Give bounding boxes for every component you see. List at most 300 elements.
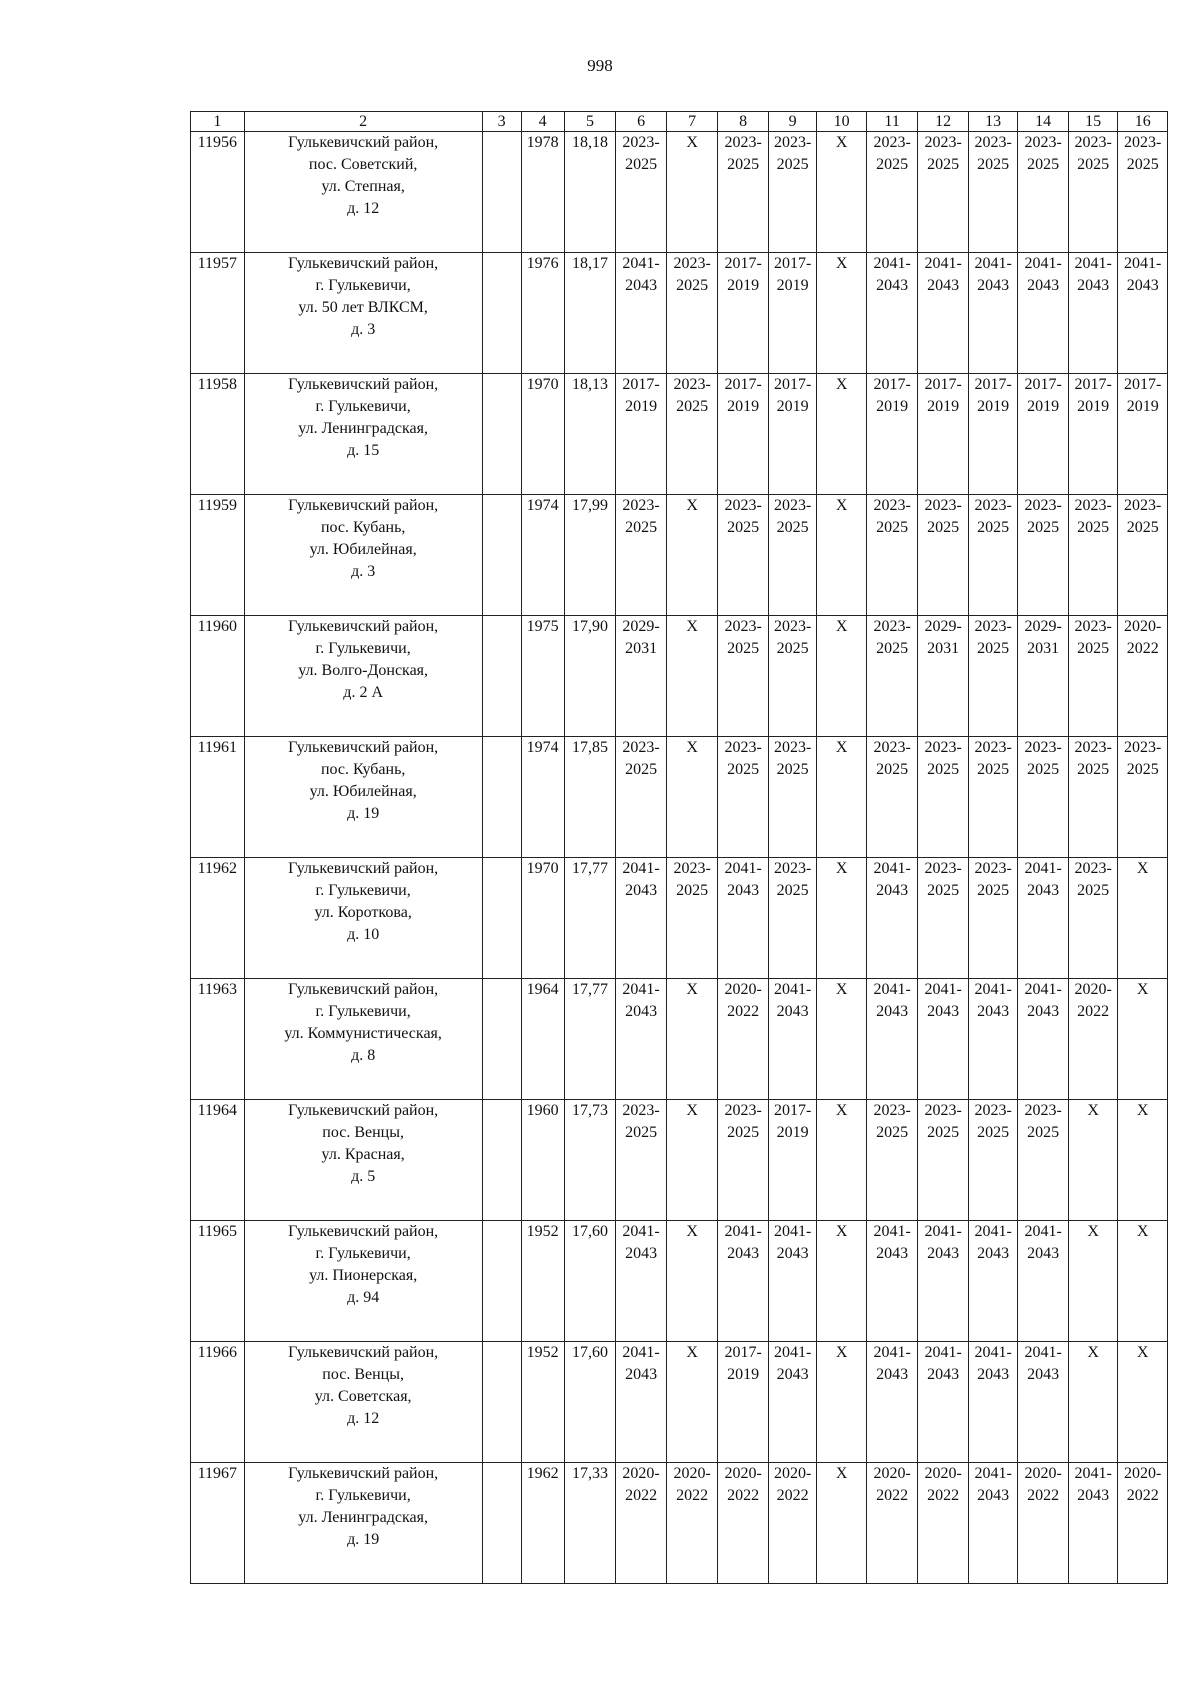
period-text: 2025 bbox=[1077, 882, 1110, 899]
row-number: 11959 bbox=[191, 495, 245, 616]
period-text: 2020- bbox=[773, 1465, 812, 1482]
period-text: 2025 bbox=[1077, 761, 1110, 778]
year-cell: 1964 bbox=[521, 979, 564, 1100]
address-line: ул. Советская, bbox=[314, 1388, 412, 1405]
period-text: 2022 bbox=[727, 1487, 760, 1504]
period-text: X bbox=[835, 255, 848, 272]
period-cell bbox=[1118, 737, 1168, 858]
empty-cell bbox=[482, 253, 521, 374]
period-text: 2023- bbox=[974, 618, 1012, 635]
table-row bbox=[191, 1221, 1168, 1342]
period-text: 2023- bbox=[974, 739, 1012, 756]
period-text: 2022 bbox=[625, 1487, 658, 1504]
period-cell bbox=[1068, 374, 1117, 495]
period-cell bbox=[866, 132, 918, 253]
period-text: 2043 bbox=[625, 1245, 658, 1262]
period-text: 2017- bbox=[724, 1344, 762, 1361]
period-cell bbox=[666, 616, 718, 737]
period-cell bbox=[918, 737, 969, 858]
period-text: 2020- bbox=[924, 1465, 962, 1482]
column-header: 10 bbox=[817, 112, 866, 132]
period-text: 2022 bbox=[876, 1487, 909, 1504]
address-line: ул. Юбилейная, bbox=[309, 541, 417, 558]
period-text: 2023- bbox=[924, 134, 962, 151]
year-cell: 1952 bbox=[521, 1342, 564, 1463]
period-text: 2025 bbox=[625, 761, 658, 778]
period-text: 2043 bbox=[776, 1366, 809, 1383]
period-text: 2025 bbox=[776, 761, 809, 778]
period-cell bbox=[666, 858, 718, 979]
empty-cell bbox=[482, 1342, 521, 1463]
period-cell bbox=[968, 1342, 1017, 1463]
period-text: 2019 bbox=[727, 277, 760, 294]
period-cell bbox=[768, 616, 816, 737]
period-text: 2020- bbox=[1124, 1465, 1162, 1482]
table-header bbox=[191, 112, 1168, 132]
period-cell bbox=[1068, 858, 1117, 979]
period-text: 2023- bbox=[724, 497, 762, 514]
period-text: 2043 bbox=[927, 1003, 960, 1020]
period-text: 2023- bbox=[724, 1102, 762, 1119]
year-cell: 1978 bbox=[521, 132, 564, 253]
period-text: 2043 bbox=[625, 277, 658, 294]
period-text: 2023- bbox=[974, 860, 1012, 877]
period-cell bbox=[968, 737, 1017, 858]
address-line: Гулькевичский район, bbox=[288, 1102, 439, 1119]
period-text: 2025 bbox=[1077, 640, 1110, 657]
period-text: 2025 bbox=[1077, 519, 1110, 536]
period-text: 2025 bbox=[876, 519, 909, 536]
period-cell bbox=[666, 1463, 718, 1584]
period-cell bbox=[1118, 979, 1168, 1100]
period-text: 2019 bbox=[1077, 398, 1110, 415]
period-cell bbox=[718, 1221, 769, 1342]
period-cell bbox=[1118, 495, 1168, 616]
period-text: X bbox=[835, 981, 848, 998]
period-cell bbox=[666, 132, 718, 253]
period-cell bbox=[918, 1463, 969, 1584]
period-text: 2023- bbox=[773, 618, 812, 635]
table-row bbox=[191, 1342, 1168, 1463]
period-text: X bbox=[686, 497, 698, 514]
period-cell bbox=[1118, 1342, 1168, 1463]
period-cell bbox=[1018, 737, 1069, 858]
period-cell bbox=[866, 374, 918, 495]
address-line: ул. Степная, bbox=[321, 178, 405, 195]
period-text: X bbox=[686, 739, 698, 756]
address-line: г. Гулькевичи, bbox=[315, 640, 411, 657]
period-text: 2020- bbox=[673, 1465, 711, 1482]
period-cell bbox=[817, 495, 866, 616]
period-text: 2017- bbox=[773, 255, 812, 272]
period-cell bbox=[616, 253, 667, 374]
period-text: 2025 bbox=[927, 156, 960, 173]
empty-cell bbox=[482, 616, 521, 737]
period-text: 2041- bbox=[773, 1344, 812, 1361]
period-text: 2025 bbox=[1027, 761, 1060, 778]
column-header: 1 bbox=[191, 112, 245, 132]
address-cell bbox=[244, 1463, 482, 1584]
period-cell bbox=[1118, 253, 1168, 374]
period-cell bbox=[1068, 1463, 1117, 1584]
period-text: 2022 bbox=[676, 1487, 709, 1504]
row-number: 11964 bbox=[191, 1100, 245, 1221]
period-text: 2023- bbox=[873, 1102, 911, 1119]
period-cell bbox=[866, 1463, 918, 1584]
period-text: 2020- bbox=[873, 1465, 911, 1482]
period-text: 2020- bbox=[1124, 618, 1162, 635]
period-text: 2023- bbox=[924, 739, 962, 756]
period-cell bbox=[1118, 374, 1168, 495]
value-cell: 18,13 bbox=[564, 374, 616, 495]
period-text: 2017- bbox=[873, 376, 911, 393]
period-text: 2023- bbox=[773, 134, 812, 151]
period-text: 2041- bbox=[873, 981, 911, 998]
period-text: 2022 bbox=[927, 1487, 960, 1504]
row-number: 11963 bbox=[191, 979, 245, 1100]
period-text: 2043 bbox=[1027, 1245, 1060, 1262]
year-cell: 1975 bbox=[521, 616, 564, 737]
period-text: 2023- bbox=[773, 739, 812, 756]
period-text: 2023- bbox=[1074, 497, 1112, 514]
period-text: X bbox=[835, 860, 848, 877]
period-cell bbox=[817, 1100, 866, 1221]
year-cell: 1960 bbox=[521, 1100, 564, 1221]
period-text: 2023- bbox=[1074, 860, 1112, 877]
period-text: 2041- bbox=[873, 1344, 911, 1361]
period-text: 2025 bbox=[927, 519, 960, 536]
period-text: 2019 bbox=[876, 398, 909, 415]
period-text: 2043 bbox=[1027, 277, 1060, 294]
period-text: 2025 bbox=[776, 882, 809, 899]
address-line: ул. Волго-Донская, bbox=[298, 662, 429, 679]
period-cell bbox=[817, 1463, 866, 1584]
period-cell bbox=[1018, 132, 1069, 253]
column-header: 9 bbox=[768, 112, 816, 132]
period-text: X bbox=[835, 1102, 848, 1119]
address-cell bbox=[244, 374, 482, 495]
table-row bbox=[191, 616, 1168, 737]
year-cell: 1952 bbox=[521, 1221, 564, 1342]
period-text: 2019 bbox=[625, 398, 658, 415]
period-text: 2023- bbox=[773, 860, 812, 877]
period-text: 2025 bbox=[1027, 1124, 1060, 1141]
column-header: 12 bbox=[918, 112, 969, 132]
period-text: 2023- bbox=[622, 1102, 660, 1119]
address-line: Гулькевичский район, bbox=[288, 1344, 439, 1361]
period-cell bbox=[1068, 979, 1117, 1100]
period-text: 2041- bbox=[622, 255, 660, 272]
period-cell bbox=[918, 495, 969, 616]
period-text: X bbox=[1087, 1344, 1099, 1361]
year-cell: 1976 bbox=[521, 253, 564, 374]
period-cell bbox=[968, 858, 1017, 979]
period-cell bbox=[968, 374, 1017, 495]
column-header: 16 bbox=[1118, 112, 1168, 132]
period-cell bbox=[817, 858, 866, 979]
period-cell bbox=[718, 979, 769, 1100]
period-cell bbox=[1068, 1100, 1117, 1221]
period-text: 2025 bbox=[927, 882, 960, 899]
table-row bbox=[191, 374, 1168, 495]
period-text: 2019 bbox=[1126, 398, 1159, 415]
period-text: 2022 bbox=[1126, 1487, 1159, 1504]
period-text: 2031 bbox=[927, 640, 960, 657]
period-cell bbox=[866, 737, 918, 858]
period-text: 2041- bbox=[1024, 860, 1062, 877]
period-text: 2041- bbox=[1024, 1344, 1062, 1361]
period-text: 2022 bbox=[1027, 1487, 1060, 1504]
period-text: 2029- bbox=[622, 618, 660, 635]
period-text: X bbox=[835, 134, 848, 151]
period-text: 2041- bbox=[773, 981, 812, 998]
period-cell bbox=[616, 495, 667, 616]
period-text: 2017- bbox=[773, 1102, 812, 1119]
period-text: 2025 bbox=[876, 761, 909, 778]
address-cell bbox=[244, 1221, 482, 1342]
period-cell bbox=[817, 253, 866, 374]
period-text: 2041- bbox=[1024, 1223, 1062, 1240]
period-cell bbox=[616, 1100, 667, 1221]
period-cell bbox=[1118, 1221, 1168, 1342]
period-text: 2025 bbox=[977, 882, 1010, 899]
address-line: ул. Ленинградская, bbox=[298, 1509, 428, 1526]
period-text: 2023- bbox=[724, 618, 762, 635]
period-text: X bbox=[686, 981, 698, 998]
period-cell bbox=[718, 495, 769, 616]
table-row bbox=[191, 1100, 1168, 1221]
page-number: 998 bbox=[587, 56, 613, 75]
period-text: 2023- bbox=[1024, 134, 1062, 151]
address-line: Гулькевичский район, bbox=[288, 1465, 439, 1482]
column-header: 4 bbox=[521, 112, 564, 132]
year-cell: 1974 bbox=[521, 737, 564, 858]
period-cell bbox=[1018, 1221, 1069, 1342]
empty-cell bbox=[482, 495, 521, 616]
period-text: 2043 bbox=[876, 1245, 909, 1262]
period-cell bbox=[718, 1342, 769, 1463]
period-text: 2017- bbox=[773, 376, 812, 393]
period-text: 2023- bbox=[924, 497, 962, 514]
column-header: 5 bbox=[564, 112, 616, 132]
period-text: 2025 bbox=[776, 156, 809, 173]
period-cell bbox=[616, 374, 667, 495]
period-cell bbox=[768, 737, 816, 858]
year-cell: 1970 bbox=[521, 374, 564, 495]
period-text: X bbox=[835, 1465, 848, 1482]
address-line: д. 5 bbox=[351, 1168, 376, 1185]
period-cell bbox=[666, 253, 718, 374]
period-text: 2023- bbox=[1024, 739, 1062, 756]
period-text: 2023- bbox=[773, 497, 812, 514]
period-text: X bbox=[1087, 1102, 1099, 1119]
address-line: ул. Коммунистическая, bbox=[284, 1025, 442, 1042]
period-text: 2023- bbox=[1124, 497, 1162, 514]
period-cell bbox=[1018, 1463, 1069, 1584]
period-text: 2043 bbox=[876, 1003, 909, 1020]
period-text: X bbox=[1087, 1223, 1099, 1240]
period-text: 2025 bbox=[676, 277, 709, 294]
period-cell bbox=[718, 253, 769, 374]
period-text: X bbox=[835, 497, 848, 514]
period-cell bbox=[616, 737, 667, 858]
period-text: 2043 bbox=[727, 1245, 760, 1262]
period-text: 2025 bbox=[625, 1124, 658, 1141]
period-text: 2043 bbox=[1027, 882, 1060, 899]
empty-cell bbox=[482, 1463, 521, 1584]
period-text: 2020- bbox=[724, 1465, 762, 1482]
period-text: 2041- bbox=[1024, 255, 1062, 272]
period-cell bbox=[1068, 253, 1117, 374]
period-cell bbox=[817, 132, 866, 253]
period-cell bbox=[616, 1221, 667, 1342]
period-text: 2029- bbox=[1024, 618, 1062, 635]
row-number: 11957 bbox=[191, 253, 245, 374]
period-text: 2041- bbox=[974, 255, 1012, 272]
period-text: 2041- bbox=[622, 1223, 660, 1240]
period-text: 2025 bbox=[727, 1124, 760, 1141]
address-line: ул. Юбилейная, bbox=[309, 783, 417, 800]
period-cell bbox=[1018, 979, 1069, 1100]
period-text: 2043 bbox=[1077, 277, 1110, 294]
address-line: пос. Кубань, bbox=[320, 761, 406, 778]
address-line: ул. Короткова, bbox=[314, 904, 412, 921]
column-header: 8 bbox=[718, 112, 769, 132]
period-text: 2025 bbox=[876, 1124, 909, 1141]
address-line: Гулькевичский район, bbox=[288, 860, 439, 877]
value-cell: 17,77 bbox=[564, 979, 616, 1100]
period-text: 2041- bbox=[924, 1344, 962, 1361]
period-text: 2025 bbox=[676, 398, 709, 415]
address-line: г. Гулькевичи, bbox=[315, 1245, 411, 1262]
empty-cell bbox=[482, 737, 521, 858]
period-text: 2023- bbox=[974, 497, 1012, 514]
period-text: 2023- bbox=[873, 134, 911, 151]
period-text: 2023- bbox=[1024, 1102, 1062, 1119]
address-line: ул. Пионерская, bbox=[309, 1267, 418, 1284]
period-text: 2023- bbox=[873, 618, 911, 635]
period-text: 2019 bbox=[776, 277, 809, 294]
period-cell bbox=[1018, 1100, 1069, 1221]
period-text: X bbox=[1136, 981, 1149, 998]
header-row bbox=[191, 112, 1168, 132]
row-number: 11966 bbox=[191, 1342, 245, 1463]
period-text: 2025 bbox=[927, 761, 960, 778]
address-line: г. Гулькевичи, bbox=[315, 882, 411, 899]
period-text: 2043 bbox=[625, 882, 658, 899]
period-cell bbox=[817, 616, 866, 737]
period-cell bbox=[616, 1463, 667, 1584]
period-cell bbox=[768, 132, 816, 253]
period-cell bbox=[1118, 1100, 1168, 1221]
address-line: г. Гулькевичи, bbox=[315, 1003, 411, 1020]
period-text: 2041- bbox=[974, 981, 1012, 998]
empty-cell bbox=[482, 979, 521, 1100]
period-text: 2043 bbox=[977, 1366, 1010, 1383]
period-cell bbox=[918, 1100, 969, 1221]
period-text: 2025 bbox=[927, 1124, 960, 1141]
period-cell bbox=[666, 979, 718, 1100]
period-cell bbox=[866, 979, 918, 1100]
period-cell bbox=[968, 1463, 1017, 1584]
row-number: 11961 bbox=[191, 737, 245, 858]
address-cell bbox=[244, 1100, 482, 1221]
period-cell bbox=[718, 1100, 769, 1221]
period-text: X bbox=[835, 1223, 848, 1240]
address-line: Гулькевичский район, bbox=[288, 497, 439, 514]
period-text: 2020- bbox=[1024, 1465, 1062, 1482]
address-line: д. 10 bbox=[347, 926, 380, 943]
row-number: 11962 bbox=[191, 858, 245, 979]
period-cell bbox=[817, 1221, 866, 1342]
period-text: 2043 bbox=[727, 882, 760, 899]
period-cell bbox=[768, 1221, 816, 1342]
period-cell bbox=[616, 858, 667, 979]
period-text: 2041- bbox=[1024, 981, 1062, 998]
period-cell bbox=[768, 858, 816, 979]
period-text: 2023- bbox=[1124, 134, 1162, 151]
period-cell bbox=[817, 1342, 866, 1463]
period-cell bbox=[768, 1463, 816, 1584]
period-text: 2023- bbox=[622, 134, 660, 151]
period-cell bbox=[866, 858, 918, 979]
period-text: 2031 bbox=[625, 640, 658, 657]
period-text: 2023- bbox=[1124, 739, 1162, 756]
period-text: 2019 bbox=[1027, 398, 1060, 415]
period-text: 2025 bbox=[977, 1124, 1010, 1141]
period-text: 2041- bbox=[924, 1223, 962, 1240]
value-cell: 17,90 bbox=[564, 616, 616, 737]
address-line: д. 12 bbox=[347, 1410, 380, 1427]
address-line: Гулькевичский район, bbox=[288, 376, 439, 393]
period-text: X bbox=[686, 618, 698, 635]
period-cell bbox=[866, 1221, 918, 1342]
period-text: 2020- bbox=[724, 981, 762, 998]
period-cell bbox=[616, 616, 667, 737]
period-cell bbox=[918, 1342, 969, 1463]
period-cell bbox=[718, 374, 769, 495]
value-cell: 17,60 bbox=[564, 1342, 616, 1463]
period-text: 2020- bbox=[622, 1465, 660, 1482]
period-text: 2025 bbox=[977, 761, 1010, 778]
period-text: 2041- bbox=[622, 860, 660, 877]
period-text: X bbox=[1136, 1223, 1149, 1240]
period-cell bbox=[1018, 858, 1069, 979]
period-text: 2043 bbox=[776, 1245, 809, 1262]
period-text: 2043 bbox=[977, 277, 1010, 294]
table-row bbox=[191, 495, 1168, 616]
period-cell bbox=[866, 616, 918, 737]
period-cell bbox=[1068, 1342, 1117, 1463]
value-cell: 18,17 bbox=[564, 253, 616, 374]
period-text: X bbox=[686, 134, 698, 151]
period-text: 2017- bbox=[924, 376, 962, 393]
period-text: 2043 bbox=[876, 882, 909, 899]
period-cell bbox=[768, 979, 816, 1100]
period-text: 2043 bbox=[625, 1003, 658, 1020]
address-cell bbox=[244, 253, 482, 374]
period-text: 2041- bbox=[724, 1223, 762, 1240]
address-line: пос. Кубань, bbox=[320, 519, 406, 536]
address-line: д. 12 bbox=[347, 200, 380, 217]
address-line: д. 3 bbox=[351, 321, 376, 338]
period-text: 2041- bbox=[924, 255, 962, 272]
column-header: 6 bbox=[616, 112, 667, 132]
address-line: г. Гулькевичи, bbox=[315, 277, 411, 294]
period-cell bbox=[918, 132, 969, 253]
empty-cell bbox=[482, 132, 521, 253]
address-line: г. Гулькевичи, bbox=[315, 1487, 411, 1504]
